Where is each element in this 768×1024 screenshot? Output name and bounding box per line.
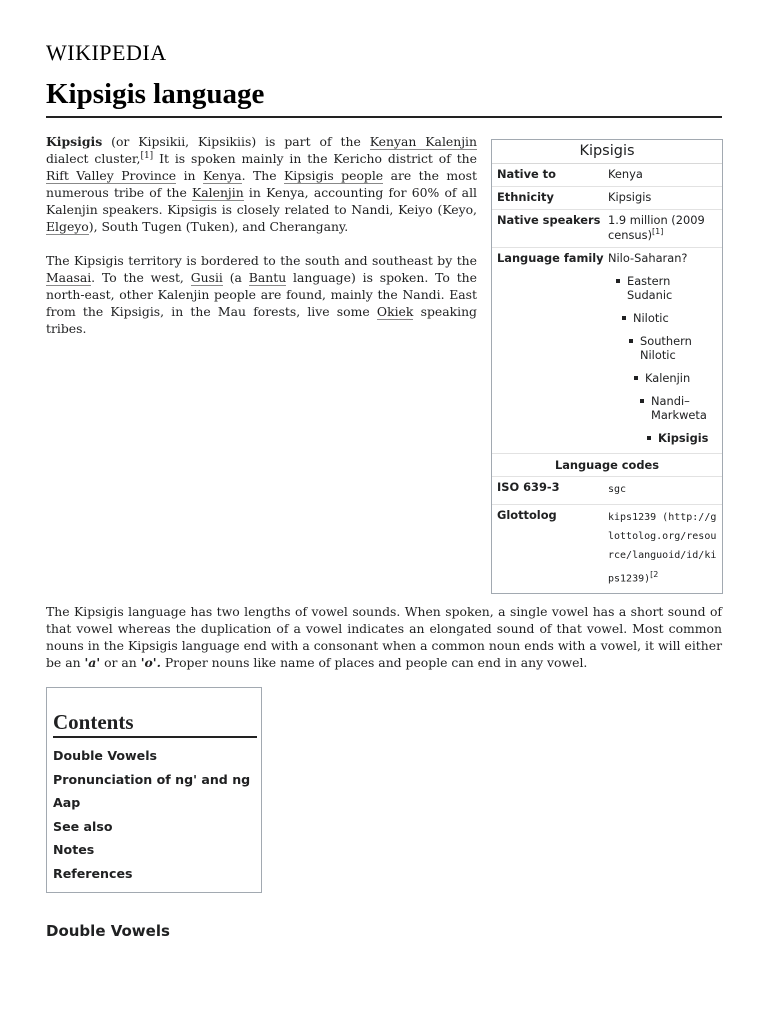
page-title: Kipsigis language [46, 78, 265, 110]
family-item[interactable]: Eastern Sudanic [627, 274, 718, 302]
inline-link[interactable]: Kenyan Kalenjin [369, 134, 477, 149]
toc-title: Contents [53, 710, 257, 738]
toc-item-double-vowels[interactable]: Double Vowels [53, 748, 158, 763]
glottolog-link[interactable]: kips1239 (http://glottolog.org/resource/languoid/id/kips1239) [608, 511, 717, 585]
inline-link[interactable]: Kipsigis people [284, 168, 384, 183]
infobox-label: Glottolog [497, 507, 557, 522]
toc-item-references[interactable]: References [53, 865, 133, 881]
infobox-row-native-to [492, 164, 722, 187]
bold-term: Kipsigis [46, 134, 103, 149]
inline-link[interactable]: Rift Valley Province [46, 168, 177, 183]
wikipedia-wordmark: WIKIPEDIA [46, 40, 167, 65]
inline-link[interactable]: Okiek [376, 304, 414, 319]
family-item[interactable]: Kalenjin [645, 371, 718, 385]
inline-link[interactable]: Maasai [46, 270, 92, 285]
intro-paragraph-1: Kipsigis (or Kipsikii, Kipsikiis) is part of the Kenyan Kalenjin dialect cluster,[1] It is spoken mainly in the Kericho district of the Rift Valley Province in Kenya. The Kipsigis people are the most numerous tribe of the Kalenjin in Kenya, accounting for 60% of all Kalenjin speakers. Kipsigis is closely related to Nandi, Keiyo (Keyo, Elgeyo), South Tugen (Tuken), and Cherangany. [46, 134, 477, 234]
infobox-row-ethnicity [492, 187, 722, 210]
emphasis: 'a' [84, 655, 101, 670]
section-heading-double-vowels: Double Vowels [46, 922, 170, 940]
infobox-label: Native to [497, 167, 556, 181]
toc-list [53, 748, 250, 890]
inline-link[interactable]: Gusii [190, 270, 223, 285]
inline-link[interactable]: Elgeyo [46, 219, 89, 234]
infobox-title: Kipsigis [492, 140, 722, 164]
infobox-label: Language family [497, 250, 604, 265]
toc-item-notes[interactable]: Notes [53, 842, 95, 858]
infobox [491, 139, 723, 594]
emphasis: 'o'. [140, 655, 161, 670]
family-item[interactable]: Southern Nilotic [640, 334, 718, 362]
reference-link[interactable]: [1] [140, 150, 154, 161]
ethnicity-link[interactable]: Kipsigis [608, 190, 652, 204]
family-item[interactable]: Nilotic [633, 311, 718, 325]
infobox-row-iso [492, 477, 722, 505]
infobox-label: ISO 639-3 [497, 479, 560, 494]
toc-item-aap[interactable]: Aap [53, 795, 81, 811]
vowel-paragraph: The Kipsigis language has two lengths of vowel sounds. When spoken, a single vowel has a short sound of that vowel whereas the duplication of a vowel indicates an elongated sound of that vowel. Most common nouns in the Kipsigis language end with a consonant when a common noun ends with a vowel, it will either be an 'a' or an 'o'. Proper nouns like name of places and people can end in any vowel. [46, 604, 722, 670]
family-item-current: Kipsigis [658, 431, 718, 445]
table-of-contents [46, 687, 262, 893]
inline-link[interactable]: Bantu [248, 270, 287, 285]
language-codes-header: Language codes [492, 454, 722, 477]
infobox-label: Native speakers [497, 213, 601, 227]
infobox-row-speakers [492, 210, 722, 248]
toc-item-pronunciation[interactable]: Pronunciation of ng' and ng [53, 771, 251, 787]
infobox-row-glottolog [492, 505, 722, 593]
inline-link[interactable]: Kenya [202, 168, 242, 183]
reference-link[interactable]: [2 [650, 569, 659, 579]
family-item[interactable]: Nandi–Markweta [651, 394, 718, 422]
title-divider [46, 116, 722, 118]
infobox-row-family [492, 248, 722, 454]
family-root[interactable]: Nilo-Saharan? [608, 250, 688, 265]
speakers-value: 1.9 million (2009 census) [608, 213, 705, 242]
reference-link[interactable]: [1] [652, 227, 664, 236]
infobox-label: Ethnicity [497, 190, 554, 204]
toc-item-see-also[interactable]: See also [53, 818, 113, 834]
iso-code[interactable]: sgc [608, 483, 627, 495]
native-to-link[interactable]: Kenya [608, 167, 643, 181]
inline-link[interactable]: Kalenjin [192, 185, 244, 200]
intro-paragraph-2: The Kipsigis territory is bordered to the south and southeast by the Maasai. To the west, Gusii (a Bantu language) is spoken. To the north-east, other Kalenjin people are found, mainly the Nandi. East from the Kipsigis, in the Mau forests, live some Okiek speaking tribes. [46, 253, 477, 336]
